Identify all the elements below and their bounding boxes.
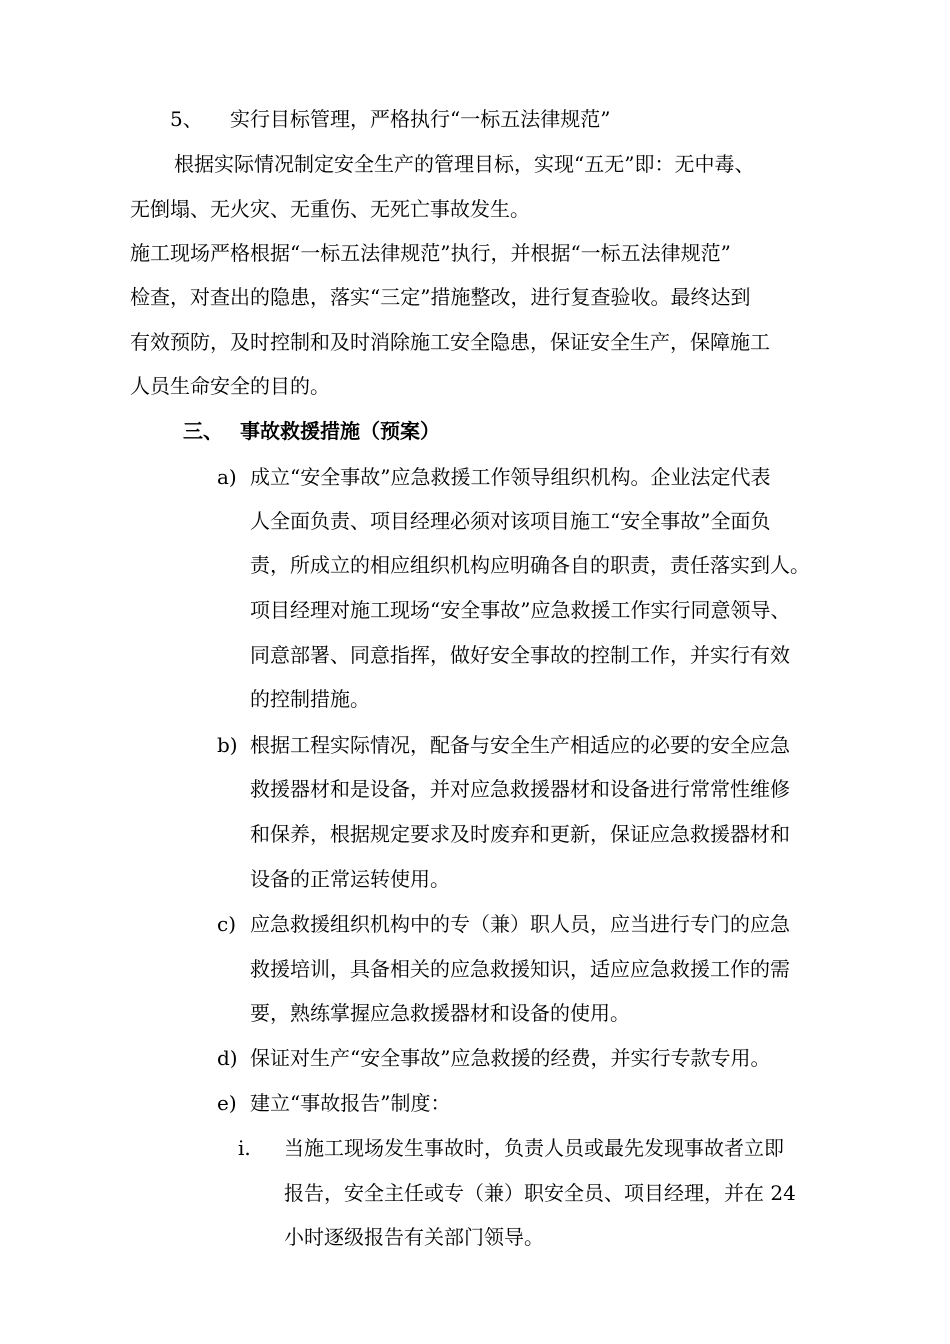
section-5-para2-line: 施工现场严格根据“一标五法律规范”执行，并根据“一标五法律规范” bbox=[130, 241, 731, 265]
list-item-line: 救援培训，具备相关的应急救援知识，适应应急救援工作的需 bbox=[250, 957, 790, 981]
list-item-line: 人全面负责、项目经理必须对该项目施工“安全事故”全面负 bbox=[250, 509, 771, 533]
section-3-number: 三、 bbox=[183, 419, 223, 443]
list-item-marker: a) bbox=[217, 465, 237, 489]
section-5-para1-line: 无倒塌、无火灾、无重伤、无死亡事故发生。 bbox=[130, 197, 530, 221]
section-5-para2-line: 人员生命安全的目的。 bbox=[130, 374, 330, 398]
list-item-line: 救援器材和是设备，并对应急救援器材和设备进行常常性维修 bbox=[250, 777, 790, 801]
list-item-line: 责，所成立的相应组织机构应明确各自的职责，责任落实到人。 bbox=[250, 553, 810, 577]
list-item-line: 建立“事故报告”制度： bbox=[250, 1091, 451, 1115]
sub-list-item-line: 报告，安全主任或专（兼）职安全员、项目经理，并在 24 bbox=[284, 1181, 796, 1205]
list-item-line: 成立“安全事故”应急救援工作领导组织机构。企业法定代表 bbox=[250, 465, 771, 489]
section-5-number: 5、 bbox=[170, 107, 203, 131]
list-item-line: 根据工程实际情况，配备与安全生产相适应的必要的安全应急 bbox=[250, 733, 790, 757]
section-5-para2-line: 有效预防，及时控制和及时消除施工安全隐患，保证安全生产，保障施工 bbox=[130, 330, 770, 354]
list-item-line: 和保养，根据规定要求及时废弃和更新，保证应急救援器材和 bbox=[250, 822, 790, 846]
list-item-line: 应急救援组织机构中的专（兼）职人员，应当进行专门的应急 bbox=[250, 912, 790, 936]
list-item-marker: b) bbox=[217, 733, 238, 757]
list-item-marker: e) bbox=[217, 1091, 237, 1115]
sub-list-item-marker: i. bbox=[238, 1136, 251, 1160]
section-5-title: 实行目标管理，严格执行“一标五法律规范” bbox=[230, 107, 611, 131]
sub-list-item-line: 当施工现场发生事故时，负责人员或最先发现事故者立即 bbox=[284, 1136, 784, 1160]
list-item-marker: c) bbox=[217, 912, 237, 936]
section-3-title: 事故救援措施（预案） bbox=[240, 419, 440, 443]
list-item-marker: d) bbox=[217, 1046, 238, 1070]
list-item-line: 要，熟练掌握应急救援器材和设备的使用。 bbox=[250, 1001, 630, 1025]
section-5-para1-line: 根据实际情况制定安全生产的管理目标，实现“五无”即：无中毒、 bbox=[174, 152, 755, 176]
sub-list-item-line: 小时逐级报告有关部门领导。 bbox=[284, 1225, 544, 1249]
list-item-line: 保证对生产“安全事故”应急救援的经费，并实行专款专用。 bbox=[250, 1046, 771, 1070]
list-item-line: 项目经理对施工现场“安全事故”应急救援工作实行同意领导、 bbox=[250, 598, 791, 622]
list-item-line: 的控制措施。 bbox=[250, 687, 370, 711]
section-5-para2-line: 检查，对查出的隐患，落实“三定”措施整改，进行复查验收。最终达到 bbox=[130, 285, 751, 309]
list-item-line: 同意部署、同意指挥，做好安全事故的控制工作，并实行有效 bbox=[250, 643, 790, 667]
list-item-line: 设备的正常运转使用。 bbox=[250, 867, 450, 891]
